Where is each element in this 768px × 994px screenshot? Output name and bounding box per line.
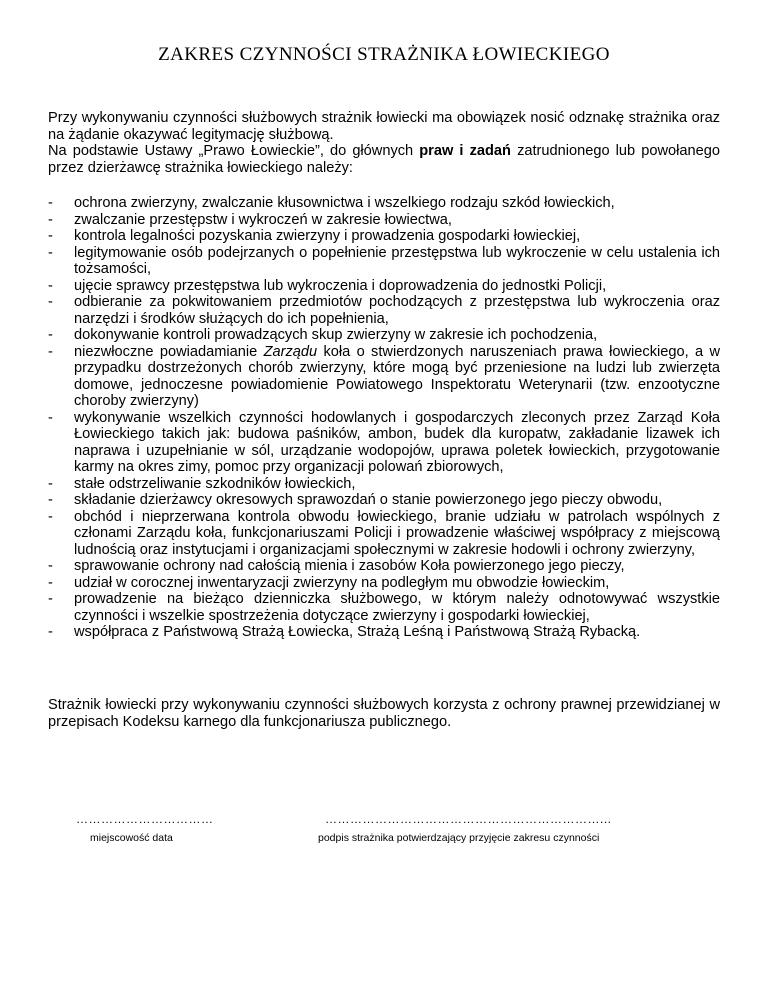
- duty-item: [48, 558, 720, 575]
- list-dash: -: [48, 558, 53, 574]
- closing-section: [48, 697, 720, 730]
- duty-text: wykonywanie wszelkich czynności hodowlanych i gospodarczych zleconych przez Zarząd Koła Łowieckiego takich jak: budowa paśników, ambon, budek dla kuropatw, zakładanie lizawek ich naprawa i uzupełnianie w sól, urządzanie wodopojów, uprawa poletek łowieckich, przygotowanie karmy na okres zimy, pomoc przy organizacji polowań zbiorowych,: [74, 409, 720, 475]
- duty-item: [48, 278, 720, 295]
- duty-item: [48, 327, 720, 344]
- intro-p2-bold: praw i zadań: [419, 143, 511, 159]
- duty-text: zwalczanie przestępstw i wykroczeń w zakresie łowiectwa,: [74, 211, 452, 228]
- intro-section: [48, 110, 720, 176]
- duty-text: prowadzenie na bieżąco dzienniczka służbowego, w którym należy odnotowywać wszystkie czynności i wszelkie spostrzeżenia dotyczące zwierzyny i gospodarki łowieckiej,: [74, 591, 720, 624]
- intro-p2-start: Na podstawie Ustawy „Prawo Łowieckie”, do głównych: [48, 143, 420, 159]
- list-dash: -: [48, 624, 53, 640]
- document-title: ZAKRES CZYNNOŚCI STRAŻNIKA ŁOWIECKIEGO: [158, 44, 610, 65]
- signature-caption: podpis strażnika potwierdzający przyjęcie zakresu czynności: [318, 832, 600, 844]
- duty-item: [48, 195, 720, 212]
- duty-text: obchód i nieprzerwana kontrola obwodu łowieckiego, branie udziału w patrolach wspólnych z członami Zarządu koła, funkcjonariuszami Policji i prowadzenie właściwej współpracy z miejscową ludnością oraz instytucjami i organizacjami społecznymi w zakresie hodowli i ochrony zwierzyny,: [74, 508, 720, 558]
- signature-line: …………………………………………………………...: [325, 812, 612, 826]
- list-dash: -: [48, 277, 53, 294]
- duty-item: [48, 228, 720, 245]
- duty-item: [48, 410, 720, 476]
- duty-item: [48, 492, 720, 509]
- duty-item: [48, 294, 720, 327]
- list-dash: -: [48, 211, 53, 228]
- duty-text: niezwłoczne powiadamianie Zarządu koła o stwierdzonych naruszeniach prawa łowieckiego, a w przypadku dostrzeżonych chorób zwierzyny, które mogą być przeniesione na ludzi lub zwierzęta domowe, jednoczesne powiadomienie Powiatowego Inspektoratu Weterynarii (tzw. enzootyczne choroby zwierzyny): [74, 343, 720, 409]
- list-dash: -: [48, 228, 53, 244]
- duty-text: dokonywanie kontroli prowadzących skup zwierzyny w zakresie ich pochodzenia,: [74, 327, 598, 343]
- duty-text: udział w corocznej inwentaryzacji zwierzyny na podległym mu obwodzie łowieckim,: [74, 574, 610, 591]
- duties-list: [48, 195, 720, 641]
- duty-item: [48, 344, 720, 410]
- duty-text: sprawowanie ochrony nad całością mienia i zasobów Koła powierzonego jego pieczy,: [74, 558, 625, 574]
- duty-text: składanie dzierżawcy okresowych sprawozdań o stanie powierzonego jego pieczy obwodu,: [74, 492, 663, 508]
- list-dash: -: [48, 195, 53, 211]
- duty-item: [48, 509, 720, 559]
- duty-item: [48, 476, 720, 493]
- duty-text: odbieranie za pokwitowaniem przedmiotów pochodzących z przestępstwa lub wykroczenia oraz narzędzi i środków służących do ich popełnienia,: [74, 294, 720, 327]
- duty-text: kontrola legalności pozyskania zwierzyny i prowadzenia gospodarki łowieckiej,: [74, 228, 581, 244]
- duty-text: legitymowanie osób podejrzanych o popełnienie przestępstwa lub wykroczenie w celu ustalenia ich tożsamości,: [74, 244, 720, 277]
- place-date-line: ……………………………: [76, 812, 214, 826]
- duty-text: współpraca z Państwową Strażą Łowiecka, Strażą Leśną i Państwową Strażą Rybacką.: [74, 624, 641, 640]
- list-dash: -: [48, 327, 53, 343]
- list-dash: -: [48, 409, 53, 426]
- list-dash: -: [48, 475, 53, 492]
- intro-paragraph-2: [48, 143, 720, 176]
- duty-item: [48, 591, 720, 624]
- duty-text: ochrona zwierzyny, zwalczanie kłusownictwa i wszelkiego rodzaju szkód łowieckich,: [74, 195, 615, 211]
- closing-paragraph: Strażnik łowiecki przy wykonywaniu czynności służbowych korzysta z ochrony prawnej przewidzianej w przepisach Kodeksu karnego dla funkcjonariusza publicznego.: [48, 697, 720, 730]
- duty-item: [48, 245, 720, 278]
- place-date-caption: miejscowość data: [90, 832, 173, 844]
- duty-text: ujęcie sprawcy przestępstwa lub wykroczenia i doprowadzenia do jednostki Policji,: [74, 277, 607, 294]
- list-dash: -: [48, 508, 53, 525]
- duty-item: [48, 212, 720, 229]
- list-dash: -: [48, 591, 53, 607]
- list-dash: -: [48, 492, 53, 508]
- intro-paragraph-1: Przy wykonywaniu czynności służbowych strażnik łowiecki ma obowiązek nosić odznakę strażnika oraz na żądanie okazywać legitymację służbową.: [48, 110, 720, 143]
- intro-p2-end: zatrudnionego lub powołanego przez dzierżawcę strażnika łowieckiego należy:: [48, 143, 720, 176]
- duty-text: stałe odstrzeliwanie szkodników łowieckich,: [74, 475, 356, 492]
- list-dash: -: [48, 574, 53, 591]
- list-dash: -: [48, 294, 53, 310]
- duty-item: [48, 575, 720, 592]
- list-dash: -: [48, 244, 53, 261]
- duty-item: [48, 624, 720, 641]
- list-dash: -: [48, 343, 53, 360]
